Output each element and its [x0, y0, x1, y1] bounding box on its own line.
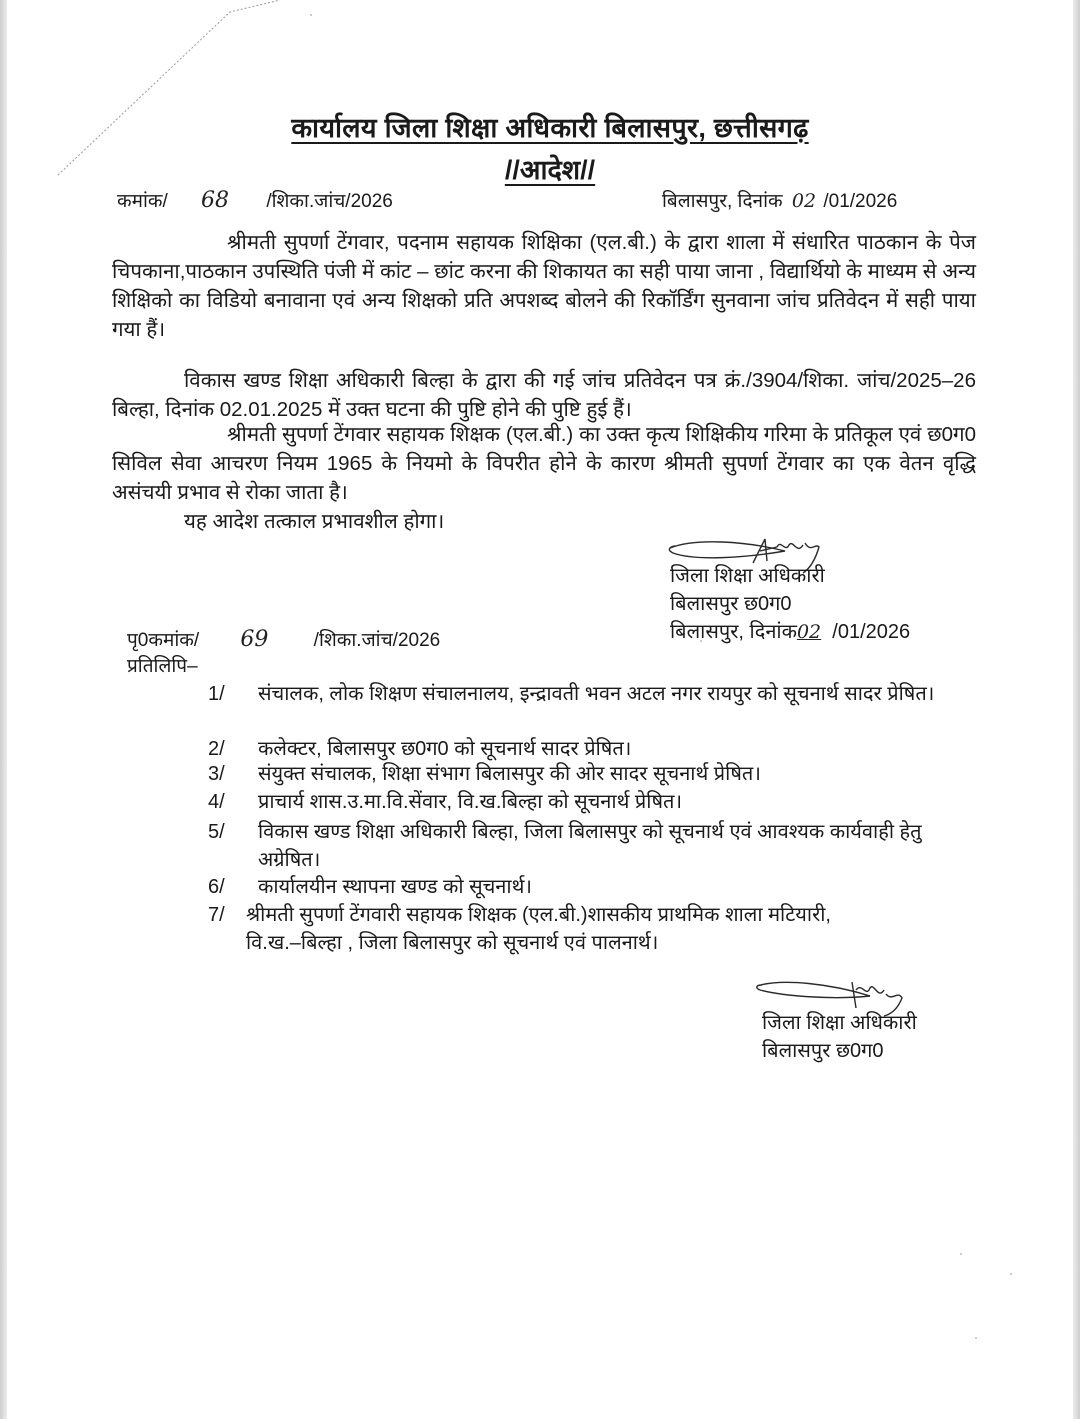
- order-heading: //आदेश//: [504, 155, 596, 185]
- endorsement-number-suffix: /शिका.जांच/2026: [313, 630, 441, 651]
- order-date-label: बिलासपुर, दिनांक: [662, 191, 783, 212]
- order-date-handwritten: 02: [791, 190, 817, 212]
- signature-date-label: बिलासपुर, दिनांक: [670, 621, 797, 643]
- copy-recipient-text: प्राचार्य शास.उ.मा.वि.सेंवार, वि.ख.बिल्हा को सूचनार्थ प्रेषित।: [258, 791, 683, 813]
- order-number-label: कमांक/: [117, 191, 168, 212]
- copy-recipient-text: विकास खण्ड शिक्षा अधिकारी बिल्हा, जिला बिलासपुर को सूचनार्थ एवं आवश्यक कार्यवाही हेतु अग्रेषित।: [258, 821, 922, 871]
- order-date-suffix: /01/2026: [823, 191, 898, 212]
- copy-recipient-text: कार्यालयीन स्थापना खण्ड को सूचनार्थ।: [258, 876, 532, 898]
- copy-recipient-number: 4/: [208, 791, 225, 813]
- endorsement-number: [127, 626, 440, 652]
- speck: [310, 14, 312, 16]
- speck: [960, 1253, 962, 1255]
- copy-recipient-number: 5/: [208, 821, 225, 843]
- order-paragraph-1: श्रीमती सुपर्णा टेंगवार, पदनाम सहायक शिक्षिका (एल.बी.) के द्वारा शाला में संधारित पाठकान के पेज चिपकाना,पाठकान उपस्थिति पंजी में कांट – छांट करना की शिकायत का सही पाया जाना , विद्यार्थियो के माध्यम से अन्य शिक्षिको का विडियो बनावाना एवं अन्य शिक्षको प्रति अपशब्द बोलने की रिकॉर्डिंग सुनवाना जांच प्रतिवेदन में सही पाया गया हैं।: [112, 231, 976, 341]
- signatory-designation: जिला शिक्षा अधिकारी: [670, 565, 825, 587]
- office-title: कार्यालय जिला शिक्षा अधिकारी बिलासपुर, छत्तीसगढ़: [291, 113, 809, 143]
- signature-block-2: [762, 1010, 917, 1064]
- copy-recipient-1: [208, 680, 988, 740]
- copy-to-label: प्रतिलिपि–: [127, 656, 198, 677]
- order-number-suffix: /शिका.जांच/2026: [266, 191, 393, 212]
- copy-recipient-4: [208, 788, 988, 818]
- copy-recipient-number: 1/: [208, 683, 225, 705]
- signatory-location: बिलासपुर छ0ग0: [762, 1040, 884, 1062]
- copy-recipient-7: [208, 901, 988, 961]
- copy-recipient-text: कलेक्टर, बिलासपुर छ0ग0 को सूचनार्थ सादर प्रेषित।: [258, 738, 632, 760]
- copy-recipient-number: 2/: [208, 738, 225, 760]
- signature-date: [670, 619, 910, 645]
- signatory-location: बिलासपुर छ0ग0: [670, 593, 792, 615]
- copy-recipient-5: [208, 818, 988, 878]
- endorsement-number-label: पृ0कमांक/: [127, 630, 200, 651]
- page-edge-left: [0, 0, 7, 1419]
- page-edge-right: [1073, 0, 1080, 1419]
- speck: [975, 1337, 977, 1339]
- signature-date-suffix: /01/2026: [832, 621, 911, 643]
- endorsement-number-handwritten: 69: [240, 627, 269, 652]
- copy-recipient-text: संयुक्त संचालक, शिक्षा संभाग बिलासपुर की ओर सादर सूचनार्थ प्रेषित।: [258, 763, 761, 785]
- copy-recipient-number: 3/: [208, 763, 225, 785]
- signatory-designation: जिला शिक्षा अधिकारी: [762, 1012, 917, 1034]
- copy-recipient-6: [208, 873, 988, 903]
- order-paragraph-2: विकास खण्ड शिक्षा अधिकारी बिल्हा के द्वारा की गई जांच प्रतिवेदन पत्र क्रं./3904/शिका. जांच/2025–26 बिल्हा, दिनांक 02.01.2025 में उक्त घटना की पुष्टि होने की पुष्टि हुई हैं।: [112, 369, 976, 421]
- copy-recipient-3: [208, 760, 988, 790]
- order-date: [662, 187, 897, 213]
- signature-block-1: [670, 563, 910, 645]
- order-paragraph-4: यह आदेश तत्काल प्रभावशील होगा।: [184, 510, 445, 533]
- order-paragraph-3: श्रीमती सुपर्णा टेंगवार सहायक शिक्षक (एल.बी.) का उक्त कृत्य शिक्षिकीय गरिमा के प्रतिकूल एवं छ0ग0 सिविल सेवा आचरण नियम 1965 के नियमो के विपरीत होने के कारण श्रीमती सुपर्णा टेंगवार का एक वेतन वृद्धि असंचयी प्रभाव से रोका जाता है।: [112, 423, 976, 504]
- copy-recipient-text: श्रीमती सुपर्णा टेंगवारी सहायक शिक्षक (एल.बी.)शासकीय प्राथमिक शाला मटियारी, वि.ख.–बिल्हा , जिला बिलासपुर को सूचनार्थ एवं पालनार्थ।: [246, 904, 831, 954]
- order-number-handwritten: 68: [201, 188, 230, 213]
- copy-recipient-number: 6/: [208, 876, 225, 898]
- copy-recipient-text: संचालक, लोक शिक्षण संचालनालय, इन्द्रावती भवन अटल नगर रायपुर को सूचनार्थ सादर प्रेषित।: [258, 683, 935, 705]
- signature-date-handwritten: 02: [796, 621, 822, 643]
- speck: [1010, 1273, 1012, 1275]
- order-number: [117, 187, 393, 213]
- copy-recipient-number: 7/: [208, 904, 225, 926]
